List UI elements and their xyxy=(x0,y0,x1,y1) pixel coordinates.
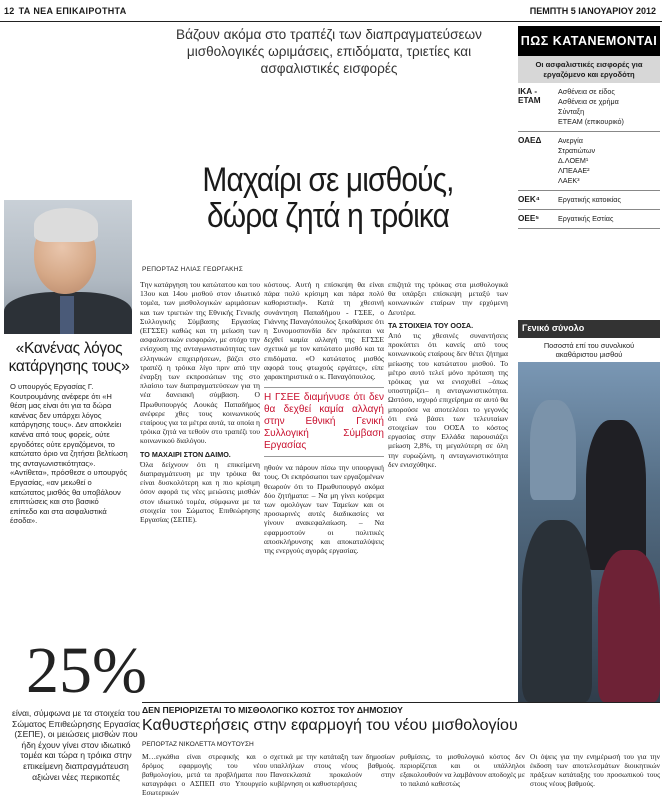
column-3-text-2: Από τις χθεσινές συναντήσεις προκύπτει ότι κανείς από τους κοινωνικούς εταίρους δεν θέτει ζήτημα μείωσης του κατώτατου μισθού. Το μέτρο αυτό τελεί μόνο πρόταση της τρόικας για να ενισχυθεί –όπως υποστηρίζει– η ανταγωνιστικότητα. Ωστόσο, ισχυρό επιχείρημα σε αυτό θα μπορούσε να αποτελέσει το γεγονός ότι ενώ βάσει των τελευταίων στοιχείων του ΟΟΣΑ το κόστος εργασίας στην Ελλάδα παρουσιάζει μείωση 2,8%, τη μεγαλύτερη σε όλη την ευρωζώνη, η ανταγωνιστικότητα δεν ενισχύθηκε. xyxy=(388,331,508,469)
column-1-text: Tην κατάργηση του κατώτατου και του 13ου και 14ου μισθού στον ιδιωτικό τομέα, των μισθολογικών ωριμάσεων και των τριετιών της Εθνικής Γενικής Συλλογικής Σύμβασης Εργασίας (ΕΓΣΣΕ) καθώς και τη μείωση των ασφαλιστικών εισφορών, με στόχο την ενίσχυση της ανταγωνιστικότητας των ελληνικών επιχειρήσεων, βάζει στο τραπέζι η τρόικα λίγο πριν από την έναρξη των εκπροσώπων της στο πλαίσιο των διαπραγματεύσεων για τη νέα δανειακή σύμβαση. Ο Πρωθυπουργός Λουκάς Παπαδήμος ανέφερε χθες τους κοινωνικούς εταίρους για τα μέτρα αυτά, τα οποία η τρόικα ζητά να τεθούν στο τραπέζι του κοινωνικού διαλόγου. xyxy=(140,280,260,446)
section-name: ΤΑ ΝΕΑ ΕΠΙΚΑΙΡΟΤΗΤΑ xyxy=(18,5,127,16)
column-3-text: επιζητά της τρόικας στα μισθολογικά θα υπάρξει επίσκεψη μεταξύ των κοινωνικών εταίρων την ερχόμενη Δευτέρα. xyxy=(388,280,508,317)
sidebar-row-value: Ασθένεια σε χρήμα xyxy=(558,97,619,107)
second-article-byline: ΡΕΠΟΡΤΑΖ ΝΙΚΟΛΕΤΤΑ ΜΟΥΤΟΥΣΗ xyxy=(142,741,254,748)
photo-hair xyxy=(34,208,98,242)
sidebar-row-value: Στρατιώτων xyxy=(558,146,596,156)
column-3-subhead: ΤΑ ΣΤΟΙΧΕΙΑ ΤΟΥ ΟΟΣΑ. xyxy=(388,320,474,330)
sidebar-rows xyxy=(518,83,660,229)
second-article-headline: Καθυστερήσεις στην εφαρμογή του νέου μισθολογίου xyxy=(142,717,518,734)
chart-title: Γενικό σύνολο xyxy=(518,320,660,338)
sidebar-row xyxy=(518,83,660,132)
photo-person-2 xyxy=(586,420,646,570)
article-headline xyxy=(163,162,494,234)
sidebar-row-value: ΕΤΕΑΜ (επικουρικό) xyxy=(558,117,624,127)
second-article-column-2: σχετικά με την κατάταξη των δημοσίων υπαλλήλων στους νέους βαθμούς. Πανσεκλασιά προκαλούν στην κυβέρνηση οι καθυστερήσεις xyxy=(270,752,395,788)
sidebar-row-key: ΙΚΑ - ΕΤΑΜ xyxy=(518,87,541,106)
second-article-column-4: Οι όψεις για την ενημέρωσή του για την έκδοση των αποτελεσμάτων διοικητικών πράξεων κατάταξης του προσωπικού τους στους νέους βαθμούς. xyxy=(530,752,660,788)
column-2-text: κόστους. Αυτή η επίσκεψη θα είναι πάρα πολύ κρίσιμη και πάρα πολύ καθοριστική». Κατά τη χθεσινή συνάντηση Παπαδήμου - ΓΣΕΕ, ο Γιάννης Παναγόπουλος ξεκαθάρισε ότι η Συνομοσπονδία δεν πρόκειται να δεχθεί καμία αλλαγή της ΕΓΣΣΕ σχετικά με τον κατώτατο μισθό και τα επιδόματα. «Ο κατώτατος μισθός αφορά τους φτωχούς εργάτες», είπε χαρακτηριστικά ο κ. Παναγόπουλος. xyxy=(264,280,384,382)
sidebar-row xyxy=(518,191,660,210)
pull-quote: Η ΓΣΕΕ διαμήνυσε ότι δεν θα δεχθεί καμία αλλαγή στην Εθνική Γενική Συλλογική Σύμβαση Εργασίας xyxy=(264,387,384,457)
sidebar-row-value: Δ.ΛΟΕΜ¹ xyxy=(558,156,589,166)
chart-subtitle: Ποσοστά επί του συνολικού ακαθάριστου μισθού xyxy=(518,338,660,362)
sidebar-row-value: Σύνταξη xyxy=(558,107,585,117)
sidebar-row-key: ΟΑΕΔ xyxy=(518,136,542,146)
sidebar-row-values xyxy=(558,136,595,186)
stat-text: είναι, σύμφωνα με τα στοιχεία του Σώματος Επιθεώρησης Εργασίας (ΣΕΠΕ), οι μειώσεις μισθών που ήδη έχουν γίνει στον ιδιωτικό τομέα και τώρα η τρόικα στην επικείμενη διαπραγμάτευση αξιώνει νέες περικοπές xyxy=(11,708,140,782)
sidebar-row-values xyxy=(558,87,624,127)
quote-caption: Ο υπουργός Εργασίας Γ. Κουτρουμάνης ανέφερε ότι «Η θέση μας είναι ότι για τα δώρα κανένας δεν υπάρχει λόγος κατάργησης τους». Δεν αποκλείει κανένα από τους φορείς, ούτε εργοδότες ούτε εργαζόμενοι, το κατώτατο όριο να ζητήσει βελτίωση της ανταγωνιστικότητας». «Αντίθετα», πρόσθεσε ο υπουργός Εργασίας, «αν μειωθεί ο κατώτατος μισθός θα υποβάλουν επιπτώσεις και στο βασικό επίπεδο και στα ασφαλιστικά έσοδα». xyxy=(10,382,128,526)
sidebar-row-value: Εργατικής Εστίας xyxy=(558,214,614,224)
sidebar-row-key: ΟΕΚ⁴ xyxy=(518,195,540,205)
sidebar-row-value: Εργατικής κατοικίας xyxy=(558,195,621,205)
page-number: 12 xyxy=(4,5,15,16)
article-column-3 xyxy=(388,280,508,469)
chart-photo-box xyxy=(518,320,660,702)
minister-photo xyxy=(4,200,132,334)
column-2-text-2: ηθούν να πάρουν πίσω την υπουργική τους. Οι εκπρόσωποι των εργαζομένων θεωρούν ότι το Πρωθυπουργό ακόμα δύο ζητήματα: – Να μη γίνει κούρεμα των ομολόγων των Ταμείων και οι προσωρινές αυτές διαδικασίες να γίνουν ανακεφαλαίωση. – Να εφαρμοστούν οι πολιτικές αποσκλήρυνσης και αποκαταλύψεις της ενεργούς αγοράς εργασίας. xyxy=(264,463,384,556)
sidebar-row-value: ΛΑΕΚ³ xyxy=(558,176,580,186)
headline-line-2: δώρα ζητά η τρόικα xyxy=(206,197,450,235)
sidebar-row-key: ΟΕΕ⁵ xyxy=(518,214,540,224)
second-article-section-bar: ΔΕΝ ΠΕΡΙΟΡΙΖΕΤΑΙ ΤΟ ΜΙΣΘΟΛΟΓΙΚΟ ΚΟΣΤΟΣ ΤΟΥ ΔΗΜΟΣΙΟΥ xyxy=(142,702,660,715)
headline-line-1: Μαχαίρι σε μισθούς, xyxy=(202,161,454,199)
sidebar-subtitle: Οι ασφαλιστικές εισφορές για εργαζόμενο και εργοδότη xyxy=(518,56,660,83)
column-1-text-2: Όλα δείχνουν ότι η επικείμενη διαπραγμάτευση με την τρόικα θα είναι δυσκολότερη και η πιο κρίσιμη όσον αφορά τις νέες μειώσεις μισθών στον ιδιωτικό τομέα, σύμφωνα με τα στοιχεία του Σώματος Επιθεώρησης Εργασίας (ΣΕΠΕ). xyxy=(140,459,260,525)
photo-person-4 xyxy=(598,550,660,702)
sidebar-title: ΠΩΣ ΚΑΤΑΝΕΜΟΝΤΑΙ xyxy=(518,26,660,56)
sidebar-row-values xyxy=(558,195,621,205)
page-header xyxy=(0,0,662,22)
photo-person-3 xyxy=(522,520,592,702)
sidebar-row xyxy=(518,210,660,229)
sidebar-row-value: Ασθένεια σε είδος xyxy=(558,87,615,97)
article-column-2 xyxy=(264,280,384,555)
photo-tie xyxy=(60,296,74,334)
photo-person-1 xyxy=(530,400,576,500)
article-column-1 xyxy=(140,280,260,524)
second-article-column-3: ρυθμίσεις, το μισθολογικό κόστος δεν περιορίζεται και οι υπάλληλοι εξακολουθούν να λαμβάνουν αποδοχές με το παλαιό καθεστώς xyxy=(400,752,525,788)
second-article-column-1: Μ…εγκάθια είναι στρεφικής και ο δρόμος εφαρμογής του νέου βαθμολογίου, μετά τα προβλήματα που καταγράφει ο ΑΣΠΕΠ στο Υπουργείο Εσωτερικών xyxy=(142,752,267,797)
article-kicker: Βάζουν ακόμα στο τραπέζι των διαπραγματεύσεων μισθολογικές ωριμάσεις, επιδόματα, τριετίες και ασφαλιστικές εισφορές xyxy=(176,27,482,76)
sidebar-row xyxy=(518,132,660,191)
sidebar-row-value: ΛΠΕΑΑΕ² xyxy=(558,166,590,176)
sidebar-row-values xyxy=(558,214,613,224)
article-byline: ΡΕΠΟΡΤΑΖ ΗΛΙΑΣ ΓΕΩΡΓΑΚΗΣ xyxy=(142,266,244,273)
sidebar-row-value: Ανεργία xyxy=(558,136,583,146)
stat-value: 25% xyxy=(26,634,147,707)
photo-quote: «Κανένας λόγος κατάργησης τους» xyxy=(8,340,130,375)
issue-date: ΠΕΜΠΤΗ 5 ΙΑΝΟΥΑΡΙΟΥ 2012 xyxy=(529,5,656,16)
column-1-subhead: ΤΟ ΜΑΧΑΙΡΙ ΣΤΟΝ ΔΑΙΜΟ. xyxy=(140,449,231,459)
